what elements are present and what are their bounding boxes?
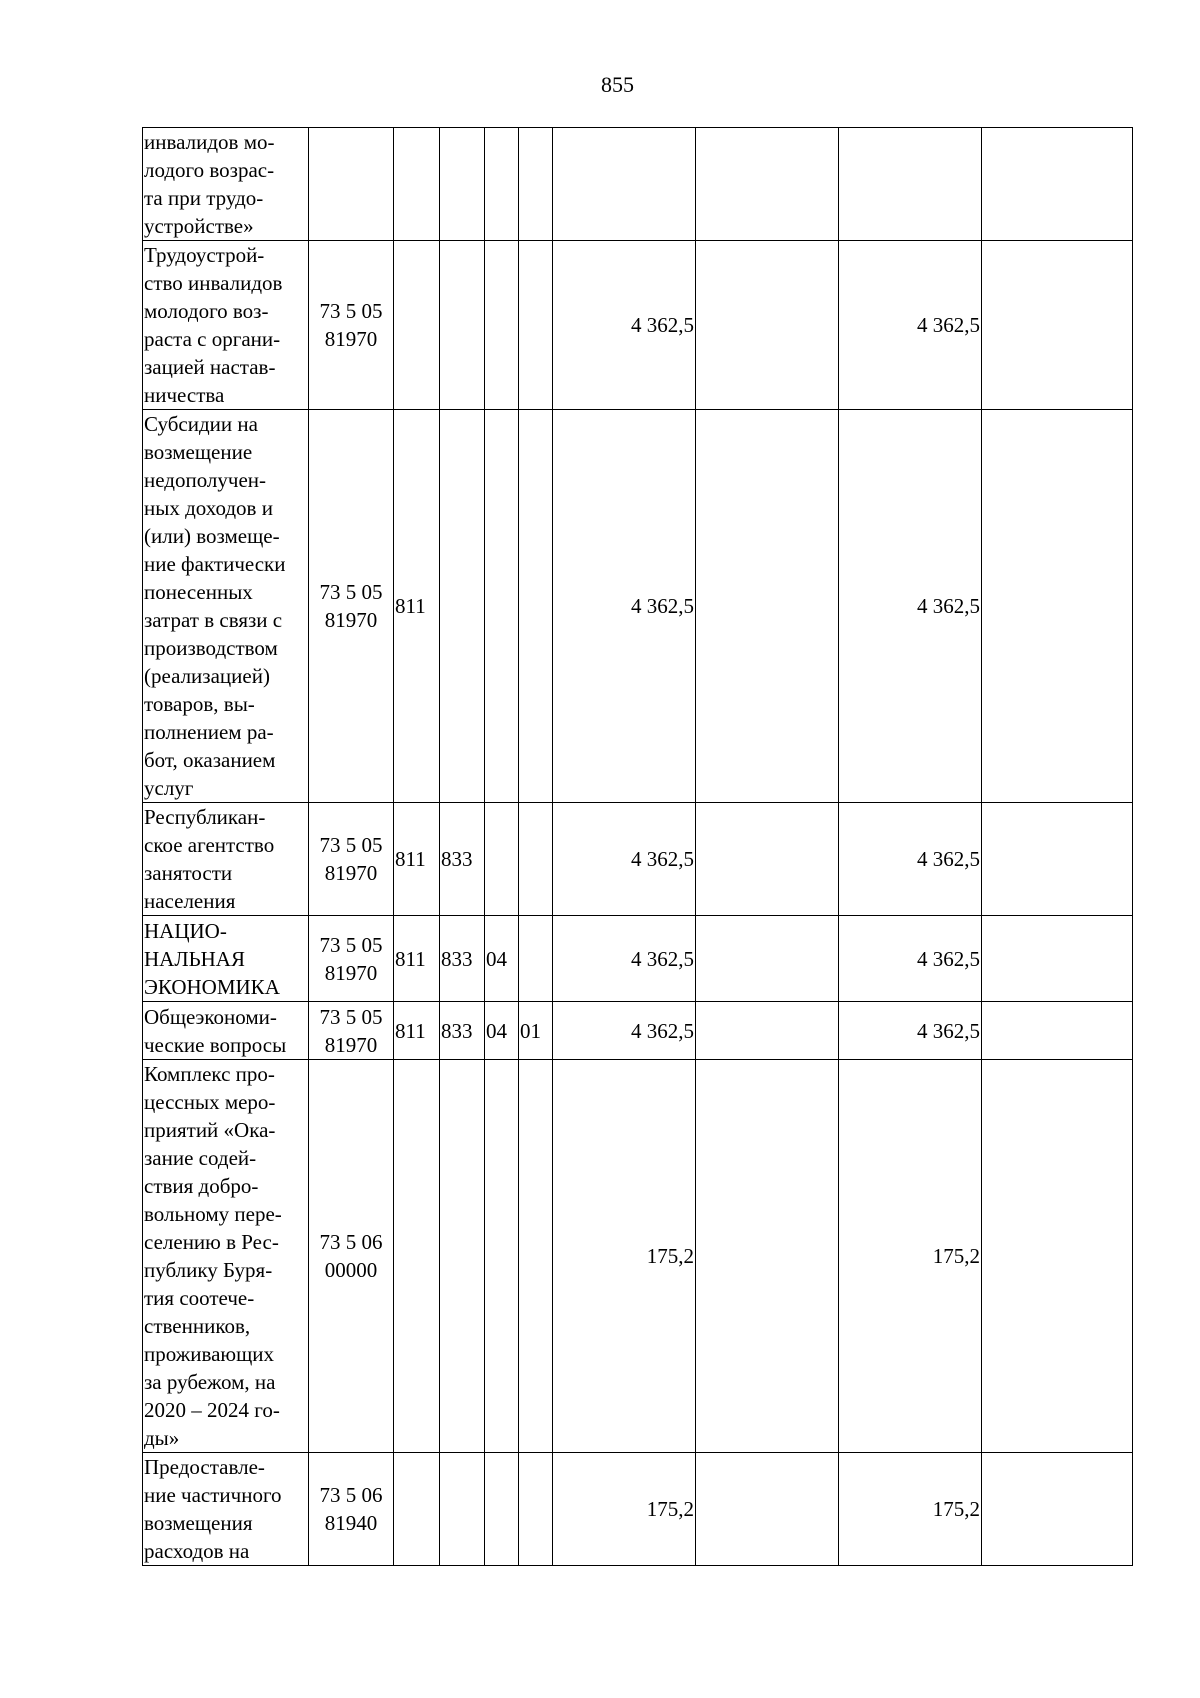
- row-name-line: ние частичного: [144, 1483, 282, 1507]
- target-code-line: 73 5 05: [319, 833, 383, 857]
- amount-2-cell: [696, 241, 839, 410]
- amount-1-cell: 4 362,5: [553, 1002, 696, 1060]
- row-name-line: лодого возрас-: [144, 158, 275, 182]
- target-code-line: 73 5 06: [319, 1230, 383, 1254]
- row-name-cell: [143, 128, 309, 241]
- row-name-line: Общеэкономи-: [144, 1004, 277, 1029]
- row-name-line: (реализацией): [144, 664, 270, 688]
- amount-2-cell: [696, 1002, 839, 1060]
- table-body: [143, 128, 1133, 1566]
- target-code-line: 73 5 05: [319, 580, 383, 604]
- target-code-line: 81970: [324, 960, 378, 985]
- target-code-line: 73 5 05: [319, 932, 383, 957]
- row-name-line: (или) возмеще-: [144, 524, 280, 548]
- amount-3-cell: 4 362,5: [839, 1002, 982, 1060]
- row-name-line: Трудоустрой-: [144, 243, 265, 267]
- vr-cell: [519, 128, 553, 241]
- empty-cell: [982, 128, 1133, 241]
- empty-cell: [982, 803, 1133, 916]
- row-name-line: НАЛЬНАЯ: [144, 946, 245, 971]
- section-cell: [440, 410, 485, 803]
- subsection-cell: [485, 1453, 519, 1566]
- row-name-line: молодого воз-: [144, 299, 269, 323]
- row-name-line: приятий «Ока-: [144, 1118, 276, 1142]
- row-name-line: услуг: [144, 776, 194, 800]
- subsection-cell: [485, 1060, 519, 1453]
- vr-cell: [519, 1453, 553, 1566]
- row-name-line: ние фактически: [144, 552, 286, 576]
- row-name-line: недополучен-: [144, 468, 267, 492]
- table-row: [143, 241, 1133, 410]
- target-code-line: 73 5 06: [319, 1483, 383, 1507]
- grbs-cell: [394, 1060, 440, 1453]
- budget-table: [142, 127, 1133, 1566]
- row-name-line: публику Буря-: [144, 1258, 273, 1282]
- grbs-cell: [394, 128, 440, 241]
- row-name-line: вольному пере-: [144, 1202, 282, 1226]
- row-name-line: ческие вопросы: [144, 1032, 287, 1057]
- amount-2-cell: [696, 1453, 839, 1566]
- subsection-cell: [485, 803, 519, 916]
- target-code-line: 00000: [324, 1258, 378, 1282]
- amount-1-cell: [553, 128, 696, 241]
- grbs-cell: [394, 241, 440, 410]
- target-code-cell: [309, 410, 394, 803]
- row-name-line: та при трудо-: [144, 186, 264, 210]
- vr-cell: [519, 803, 553, 916]
- row-name-line: НАЦИО-: [144, 918, 227, 943]
- amount-1-cell: 4 362,5: [553, 410, 696, 803]
- row-name-line: возмещения: [144, 1511, 253, 1535]
- page-number: 855: [601, 72, 634, 97]
- row-name-line: за рубежом, на: [144, 1370, 276, 1394]
- section-cell: [440, 1060, 485, 1453]
- row-name-line: производством: [144, 636, 278, 660]
- amount-3-cell: 4 362,5: [839, 241, 982, 410]
- amount-1-cell: 4 362,5: [553, 241, 696, 410]
- amount-2-cell: [696, 803, 839, 916]
- target-code-line: 81970: [324, 1032, 378, 1057]
- vr-cell: [519, 916, 553, 1002]
- target-code-line: 81970: [324, 608, 378, 632]
- row-name-line: населения: [144, 889, 236, 913]
- target-code-cell: [309, 803, 394, 916]
- subsection-cell: [485, 241, 519, 410]
- grbs-cell: 811: [394, 916, 440, 1002]
- target-code-line: 81970: [324, 861, 378, 885]
- row-name-line: Предоставле-: [144, 1455, 265, 1479]
- target-code-line: 73 5 05: [319, 1004, 383, 1029]
- target-code-cell: [309, 128, 394, 241]
- subsection-cell: 04: [485, 916, 519, 1002]
- empty-cell: [982, 1060, 1133, 1453]
- section-cell: 833: [440, 803, 485, 916]
- amount-2-cell: [696, 128, 839, 241]
- amount-1-cell: 4 362,5: [553, 803, 696, 916]
- target-code-cell: [309, 241, 394, 410]
- row-name-cell: [143, 410, 309, 803]
- row-name-line: тия соотече-: [144, 1286, 255, 1310]
- section-cell: [440, 241, 485, 410]
- amount-3-cell: [839, 128, 982, 241]
- target-code-line: 81970: [324, 327, 378, 351]
- row-name-line: ЭКОНОМИКА: [144, 974, 280, 999]
- vr-cell: [519, 1060, 553, 1453]
- row-name-cell: [143, 803, 309, 916]
- amount-3-cell: 175,2: [839, 1453, 982, 1566]
- row-name-line: проживающих: [144, 1342, 275, 1366]
- vr-cell: [519, 241, 553, 410]
- amount-3-cell: 4 362,5: [839, 410, 982, 803]
- empty-cell: [982, 241, 1133, 410]
- amount-3-cell: 4 362,5: [839, 916, 982, 1002]
- empty-cell: [982, 1002, 1133, 1060]
- row-name-line: возмещение: [144, 440, 253, 464]
- row-name-line: Субсидии на: [144, 412, 258, 436]
- row-name-cell: [143, 1002, 309, 1060]
- row-name-cell: [143, 241, 309, 410]
- amount-1-cell: 175,2: [553, 1453, 696, 1566]
- amount-2-cell: [696, 410, 839, 803]
- row-name-line: 2020 – 2024 го-: [144, 1398, 280, 1422]
- section-cell: 833: [440, 916, 485, 1002]
- row-name-line: расходов на: [144, 1539, 250, 1563]
- target-code-cell: [309, 916, 394, 1002]
- row-name-cell: [143, 916, 309, 1002]
- row-name-cell: [143, 1060, 309, 1453]
- table-row: [143, 1060, 1133, 1453]
- target-code-line: 73 5 05: [319, 299, 383, 323]
- row-name-line: ды»: [144, 1426, 180, 1450]
- section-cell: [440, 1453, 485, 1566]
- row-name-line: ственников,: [144, 1314, 251, 1338]
- table-row: [143, 128, 1133, 241]
- vr-cell: 01: [519, 1002, 553, 1060]
- row-name-line: Республикан-: [144, 805, 266, 829]
- row-name-line: селению в Рес-: [144, 1230, 279, 1254]
- row-name-line: зание содей-: [144, 1146, 257, 1170]
- amount-1-cell: 4 362,5: [553, 916, 696, 1002]
- row-name-line: Комплекс про-: [144, 1062, 275, 1086]
- table-row: [143, 803, 1133, 916]
- row-name-line: раста с органи-: [144, 327, 281, 351]
- target-code-cell: [309, 1060, 394, 1453]
- row-name-line: понесенных: [144, 580, 253, 604]
- subsection-cell: [485, 410, 519, 803]
- table-row: [143, 916, 1133, 1002]
- amount-1-cell: 175,2: [553, 1060, 696, 1453]
- target-code-cell: [309, 1453, 394, 1566]
- empty-cell: [982, 916, 1133, 1002]
- grbs-cell: 811: [394, 803, 440, 916]
- table-row: [143, 1002, 1133, 1060]
- amount-2-cell: [696, 916, 839, 1002]
- row-name-line: инвалидов мо-: [144, 130, 275, 154]
- grbs-cell: 811: [394, 1002, 440, 1060]
- empty-cell: [982, 1453, 1133, 1566]
- row-name-line: цессных меро-: [144, 1090, 276, 1114]
- row-name-line: бот, оказанием: [144, 748, 276, 772]
- subsection-cell: [485, 128, 519, 241]
- row-name-line: устройстве»: [144, 214, 254, 238]
- row-name-line: ных доходов и: [144, 496, 273, 520]
- amount-2-cell: [696, 1060, 839, 1453]
- subsection-cell: 04: [485, 1002, 519, 1060]
- section-cell: [440, 128, 485, 241]
- row-name-line: ничества: [144, 383, 225, 407]
- table-row: [143, 1453, 1133, 1566]
- grbs-cell: 811: [394, 410, 440, 803]
- row-name-line: ское агентство: [144, 833, 275, 857]
- row-name-line: зацией настав-: [144, 355, 276, 379]
- target-code-line: 81940: [324, 1511, 378, 1535]
- table-row: [143, 410, 1133, 803]
- amount-3-cell: 4 362,5: [839, 803, 982, 916]
- row-name-line: занятости: [144, 861, 233, 885]
- row-name-line: полнением ра-: [144, 720, 274, 744]
- amount-3-cell: 175,2: [839, 1060, 982, 1453]
- row-name-line: ство инвалидов: [144, 271, 283, 295]
- row-name-line: затрат в связи с: [144, 608, 283, 632]
- row-name-cell: [143, 1453, 309, 1566]
- grbs-cell: [394, 1453, 440, 1566]
- vr-cell: [519, 410, 553, 803]
- target-code-cell: [309, 1002, 394, 1060]
- row-name-line: ствия добро-: [144, 1174, 259, 1198]
- row-name-line: товаров, вы-: [144, 692, 255, 716]
- section-cell: 833: [440, 1002, 485, 1060]
- empty-cell: [982, 410, 1133, 803]
